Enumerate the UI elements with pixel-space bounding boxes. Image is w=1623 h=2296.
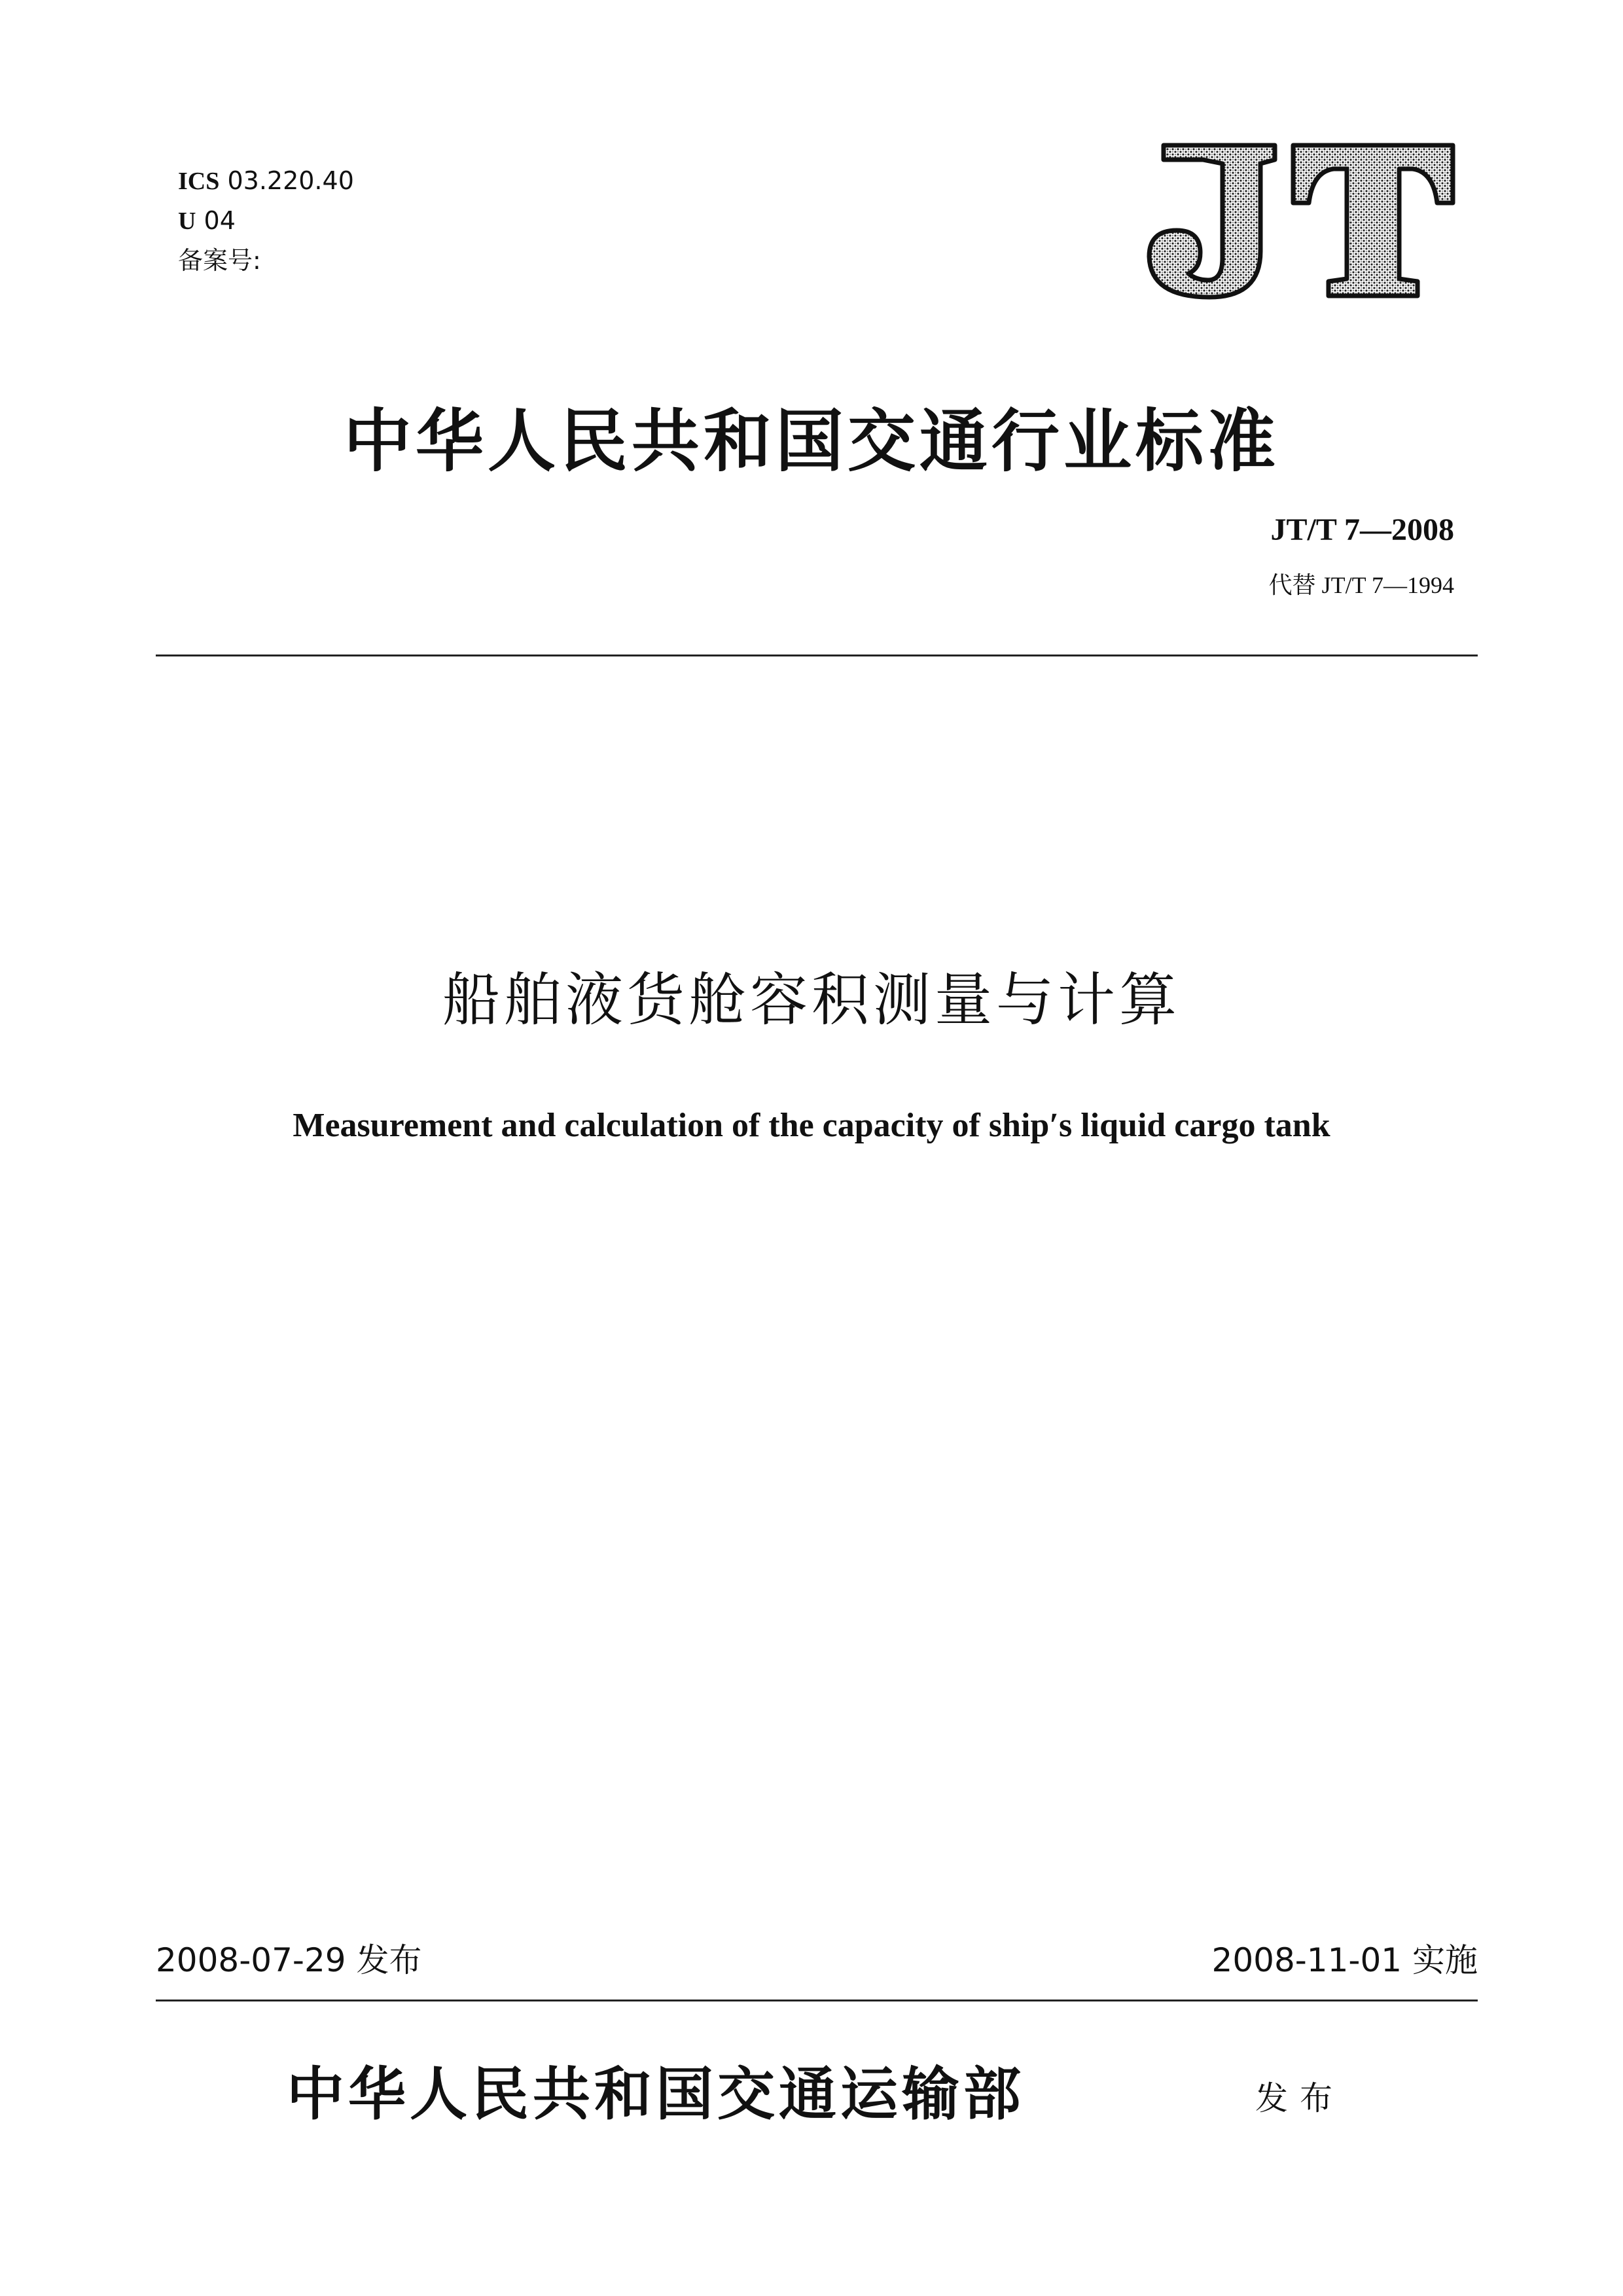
publisher-name: 中华人民共和国交通运输部 [287, 2064, 1026, 2127]
classification-block [178, 161, 354, 280]
document-title-zh: 船舶液货舱容积测量与计算 [442, 966, 1181, 1033]
class-label: U [178, 207, 196, 235]
standard-number: JT/T 7—2008 [1270, 512, 1454, 547]
jt-logo-icon [1137, 140, 1458, 302]
publish-word: 发布 [1255, 2080, 1344, 2117]
ics-line [178, 161, 354, 201]
issue-date: 2008-07-29 发布 [156, 1941, 422, 1979]
top-divider [156, 655, 1478, 656]
record-label: 备案号: [178, 246, 261, 275]
record-line [178, 241, 354, 280]
document-title-en: Measurement and calculation of the capacity of ship′s liquid cargo tank [293, 1107, 1330, 1144]
standard-category-title: 中华人民共和国交通行业标准 [343, 404, 1279, 480]
standard-replaces: 代替 JT/T 7—1994 [1268, 572, 1454, 598]
effective-date: 2008-11-01 实施 [1211, 1941, 1478, 1979]
class-line [178, 201, 354, 241]
ics-label: ICS [178, 168, 220, 195]
ics-value: 03.220.40 [227, 166, 354, 195]
bottom-divider [156, 2000, 1478, 2001]
class-value: 04 [204, 206, 236, 235]
